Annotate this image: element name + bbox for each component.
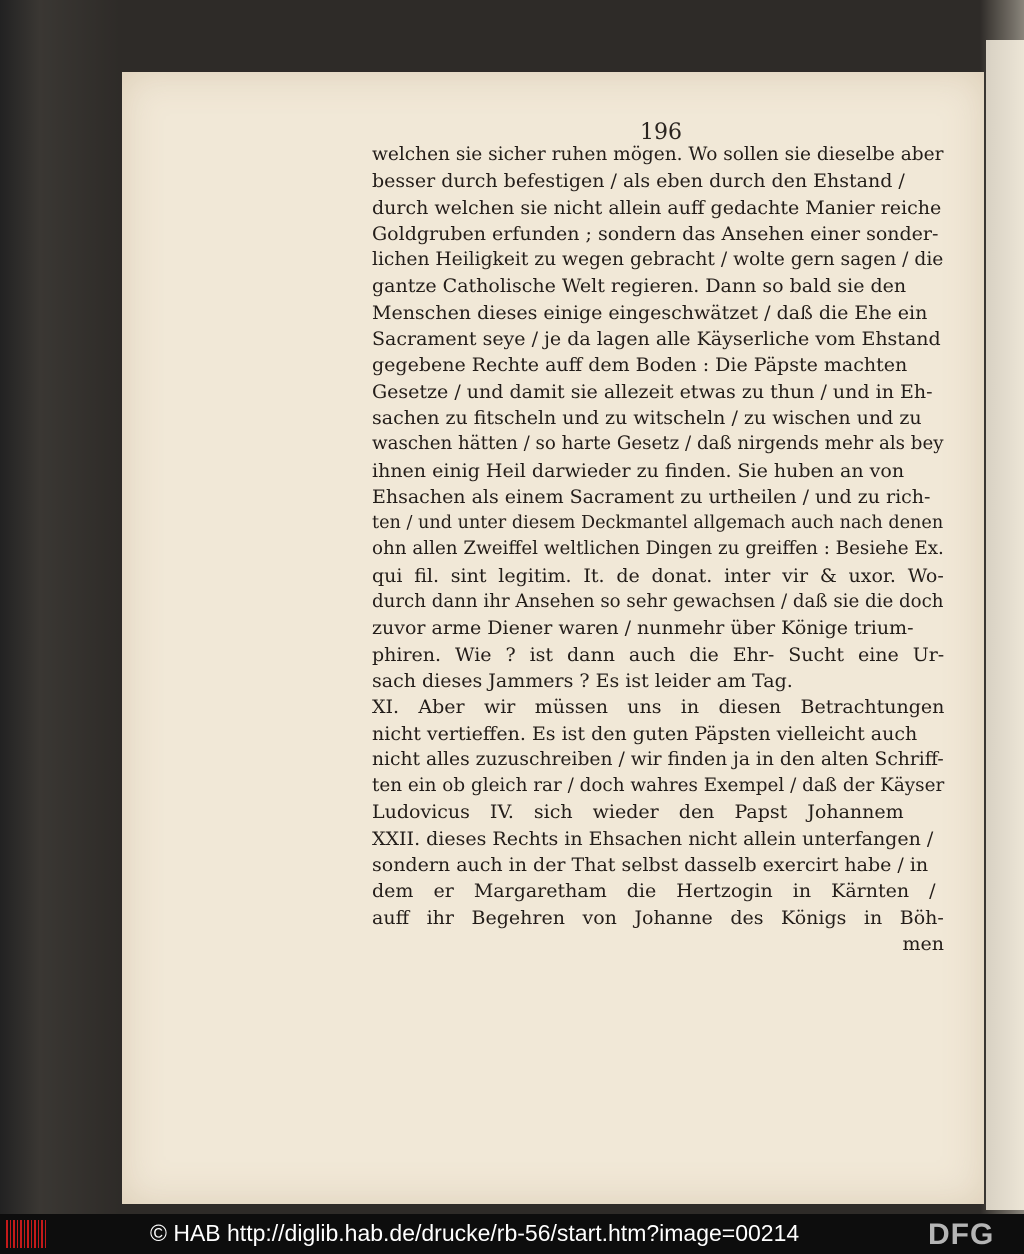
text-line: sach dieses Jammers ? Es ist leider am Tag. <box>372 669 793 692</box>
text-line: sachen zu fitscheln und zu witscheln / zu wischen und zu <box>372 406 922 429</box>
text-line: nicht vertieffen. Es ist den guten Päpsten vielleicht auch <box>372 722 918 745</box>
catchword: men <box>902 932 944 955</box>
facing-page-edge <box>986 40 1024 1210</box>
text-line: waschen hätten / so harte Gesetz / daß nirgends mehr als bey <box>372 433 944 455</box>
text-line: gantze Catholische Welt regieren. Dann so bald sie den <box>372 275 907 298</box>
text-line: XXII. dieses Rechts in Ehsachen nicht allein unterfangen / <box>372 827 934 850</box>
text-line: lichen Heiligkeit zu wegen gebracht / wolte gern sagen / die <box>372 249 944 271</box>
text-line: Sacrament seye / je da lagen alle Käyserliche vom Ehstand <box>372 328 941 351</box>
text-line: Menschen dieses einige eingeschwätzet / daß die Ehe ein <box>372 301 928 324</box>
page-number: 196 <box>640 120 682 145</box>
text-line: zuvor arme Diener waren / nunmehr über Könige trium- <box>372 617 914 640</box>
footer-bar <box>0 1214 1024 1254</box>
text-line: nicht alles zuzuschreiben / wir finden ja in den alten Schriff- <box>372 748 944 770</box>
text-line: ihnen einig Heil darwieder zu finden. Sie huben an von <box>372 459 905 482</box>
text-line: gegebene Rechte auff dem Boden : Die Päpste machten <box>372 354 908 377</box>
hab-barcode-logo <box>6 1220 48 1248</box>
text-line: ohn allen Zweiffel weltlichen Dingen zu greiffen : Besiehe Ex. <box>372 538 944 560</box>
text-line: durch dann ihr Ansehen so sehr gewachsen / daß sie die doch <box>372 591 944 613</box>
text-line: Gesetze / und damit sie allezeit etwas zu thun / und in Eh- <box>372 380 933 403</box>
text-line: durch welchen sie nicht allein auff gedachte Manier reiche <box>372 196 942 219</box>
text-line: qui fil. sint legitim. It. de donat. inter vir & uxor. Wo- <box>372 564 944 587</box>
text-line: besser durch befestigen / als eben durch den Ehstand / <box>372 170 905 193</box>
text-line: Ehsachen als einem Sacrament zu urtheilen / und zu rich- <box>372 485 931 508</box>
text-line: welchen sie sicher ruhen mögen. Wo sollen sie dieselbe aber <box>372 144 944 165</box>
text-line: Ludovicus IV. sich wieder den Papst Johannem <box>372 801 904 824</box>
text-line: ten ein ob gleich rar / doch wahres Exempel / daß der Käyser <box>372 775 945 797</box>
text-line: ten / und unter diesem Deckmantel allgemach auch nach denen <box>372 513 944 534</box>
dfg-logo: DFG <box>928 1218 995 1251</box>
text-line: dem er Margaretham die Hertzogin in Kärnten / <box>372 880 936 903</box>
text-line: auff ihr Begehren von Johanne des Königs in Böh- <box>372 906 944 929</box>
text-line: Goldgruben erfunden ; sondern das Ansehen einer sonder- <box>372 222 939 245</box>
page-text <box>372 142 944 957</box>
text-line: XI. Aber wir müssen uns in diesen Betrachtungen <box>372 696 945 719</box>
copyright-link[interactable]: © HAB http://diglib.hab.de/drucke/rb-56/start.htm?image=00214 <box>150 1220 800 1246</box>
text-line: phiren. Wie ? ist dann auch die Ehr- Sucht eine Ur- <box>372 643 945 666</box>
text-line: sondern auch in der That selbst dasselb exercirt habe / in <box>372 854 929 877</box>
